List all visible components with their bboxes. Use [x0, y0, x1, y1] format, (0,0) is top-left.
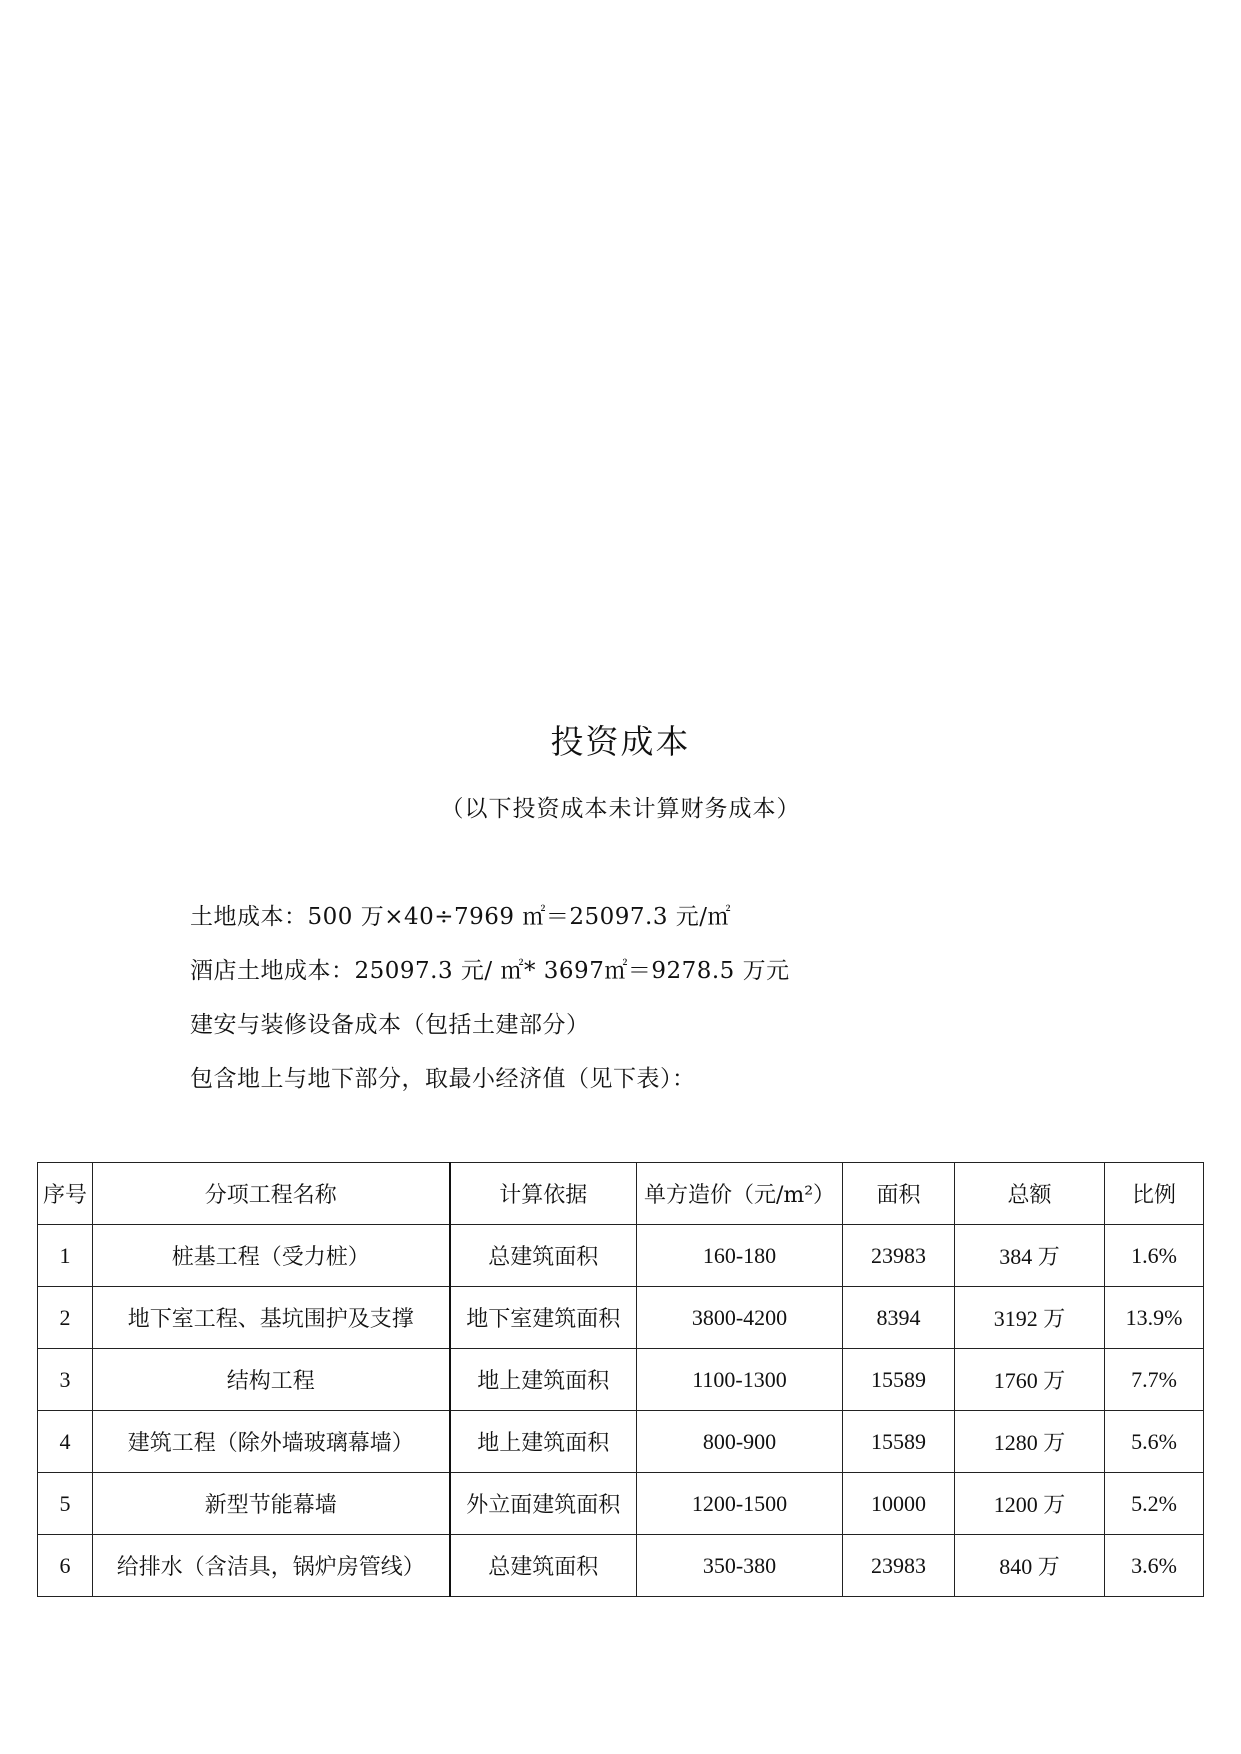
construction-cost-paragraph: 建安与装修设备成本（包括土建部分） — [190, 1012, 590, 1038]
table-row — [38, 1349, 1204, 1411]
cell-area: 23983 — [843, 1225, 955, 1287]
cell-unit-price: 160-180 — [637, 1225, 843, 1287]
table-row — [38, 1225, 1204, 1287]
cell-basis: 地上建筑面积 — [450, 1349, 637, 1411]
cell-ratio: 13.9% — [1105, 1287, 1204, 1349]
header-unit-price: 单方造价（元/m²） — [637, 1163, 843, 1225]
cell-item-name: 新型节能幕墙 — [93, 1473, 450, 1535]
cell-item-name: 给排水（含洁具，锅炉房管线） — [93, 1535, 450, 1597]
cell-ratio: 1.6% — [1105, 1225, 1204, 1287]
header-area: 面积 — [843, 1163, 955, 1225]
header-basis: 计算依据 — [450, 1163, 637, 1225]
header-total: 总额 — [955, 1163, 1105, 1225]
cell-total: 384 万 — [955, 1225, 1105, 1287]
cell-area: 15589 — [843, 1411, 955, 1473]
cell-total: 3192 万 — [955, 1287, 1105, 1349]
document-title: 投资成本 — [550, 722, 691, 761]
document-subtitle: （以下投资成本未计算财务成本） — [440, 796, 801, 822]
cell-ratio: 5.6% — [1105, 1411, 1204, 1473]
header-item-name: 分项工程名称 — [93, 1163, 450, 1225]
hotel-land-cost-paragraph: 酒店土地成本：25097.3 元/ ㎡* 3697㎡＝9278.5 万元 — [190, 958, 790, 984]
table-row — [38, 1287, 1204, 1349]
cell-basis: 总建筑面积 — [450, 1225, 637, 1287]
cell-item-name: 结构工程 — [93, 1349, 450, 1411]
cell-total: 1760 万 — [955, 1349, 1105, 1411]
cell-seq: 1 — [38, 1225, 93, 1287]
cell-item-name: 建筑工程（除外墙玻璃幕墙） — [93, 1411, 450, 1473]
cell-seq: 3 — [38, 1349, 93, 1411]
cell-seq: 6 — [38, 1535, 93, 1597]
cell-basis: 外立面建筑面积 — [450, 1473, 637, 1535]
cell-basis: 地下室建筑面积 — [450, 1287, 637, 1349]
cell-unit-price: 800-900 — [637, 1411, 843, 1473]
cell-unit-price: 1100-1300 — [637, 1349, 843, 1411]
cell-seq: 4 — [38, 1411, 93, 1473]
table-intro-paragraph: 包含地上与地下部分，取最小经济值（见下表）： — [190, 1066, 696, 1092]
cell-ratio: 3.6% — [1105, 1535, 1204, 1597]
cell-seq: 5 — [38, 1473, 93, 1535]
cell-total: 1200 万 — [955, 1473, 1105, 1535]
cell-area: 10000 — [843, 1473, 955, 1535]
header-ratio: 比例 — [1105, 1163, 1204, 1225]
cell-total: 1280 万 — [955, 1411, 1105, 1473]
cell-basis: 地上建筑面积 — [450, 1411, 637, 1473]
cell-unit-price: 350-380 — [637, 1535, 843, 1597]
table-row — [38, 1411, 1204, 1473]
cell-unit-price: 3800-4200 — [637, 1287, 843, 1349]
cell-area: 8394 — [843, 1287, 955, 1349]
cell-basis: 总建筑面积 — [450, 1535, 637, 1597]
cell-area: 15589 — [843, 1349, 955, 1411]
cost-table — [37, 1162, 1204, 1597]
cell-ratio: 5.2% — [1105, 1473, 1204, 1535]
cell-seq: 2 — [38, 1287, 93, 1349]
cell-total: 840 万 — [955, 1535, 1105, 1597]
cell-area: 23983 — [843, 1535, 955, 1597]
table-row — [38, 1473, 1204, 1535]
header-seq: 序号 — [38, 1163, 93, 1225]
land-cost-paragraph: 土地成本：500 万×40÷7969 ㎡＝25097.3 元/㎡ — [190, 904, 732, 930]
cell-item-name: 地下室工程、基坑围护及支撑 — [93, 1287, 450, 1349]
table-row — [38, 1535, 1204, 1597]
table-header-row — [38, 1163, 1204, 1225]
cell-unit-price: 1200-1500 — [637, 1473, 843, 1535]
cell-item-name: 桩基工程（受力桩） — [93, 1225, 450, 1287]
cell-ratio: 7.7% — [1105, 1349, 1204, 1411]
